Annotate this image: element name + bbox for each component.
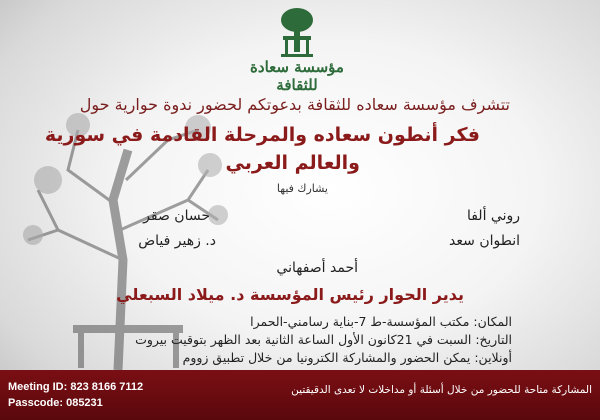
date-line: التاريخ: السبت في 21كانون الأول الساعة الثانية بعد الظهر بتوقيت بيروت: [135, 332, 512, 347]
participation-note: المشاركة متاحة للحضور من خلال أسئلة أو مداخلات لا تعدى الدقيقتين: [291, 384, 592, 396]
moderator-text: يدير الحوار رئيس المؤسسة د. ميلاد السبعلي: [116, 285, 464, 304]
title-line-1: فكر أنطون سعاده والمرحلة القادمة في سورية: [44, 124, 480, 146]
meeting-id: Meeting ID: 823 8166 7112: [8, 381, 144, 393]
participant-name: أحمد أصفهاني: [276, 260, 358, 276]
logo-text: مؤسسة سعادة للثقافة: [250, 58, 344, 94]
participant-name: حسان صقر: [143, 208, 210, 224]
passcode: Passcode: 085231: [8, 397, 103, 409]
event-details: [135, 313, 512, 367]
footer-bar: [0, 370, 600, 420]
logo: [232, 6, 362, 94]
participant-name: روني ألفا: [466, 208, 520, 224]
online-line: أونلاين: يمكن الحضور والمشاركة الكترونيا من خلال تطبيق زووم: [182, 350, 512, 365]
participants-label: يشارك فيها: [276, 182, 328, 195]
intro-text: تتشرف مؤسسة سعاده للثقافة بدعوتكم لحضور ندوة حوارية حول: [79, 95, 510, 114]
zoom-credentials: [8, 379, 143, 411]
tree-logo-icon: [277, 6, 317, 58]
participant-name: د. زهير فياض: [138, 233, 216, 249]
participant-name: انطوان سعد: [449, 233, 520, 249]
place-line: المكان: مكتب المؤسسة-ط 7-بناية رسامني-الحمرا: [250, 314, 512, 329]
title-line-2: والعالم العربي: [225, 152, 360, 174]
